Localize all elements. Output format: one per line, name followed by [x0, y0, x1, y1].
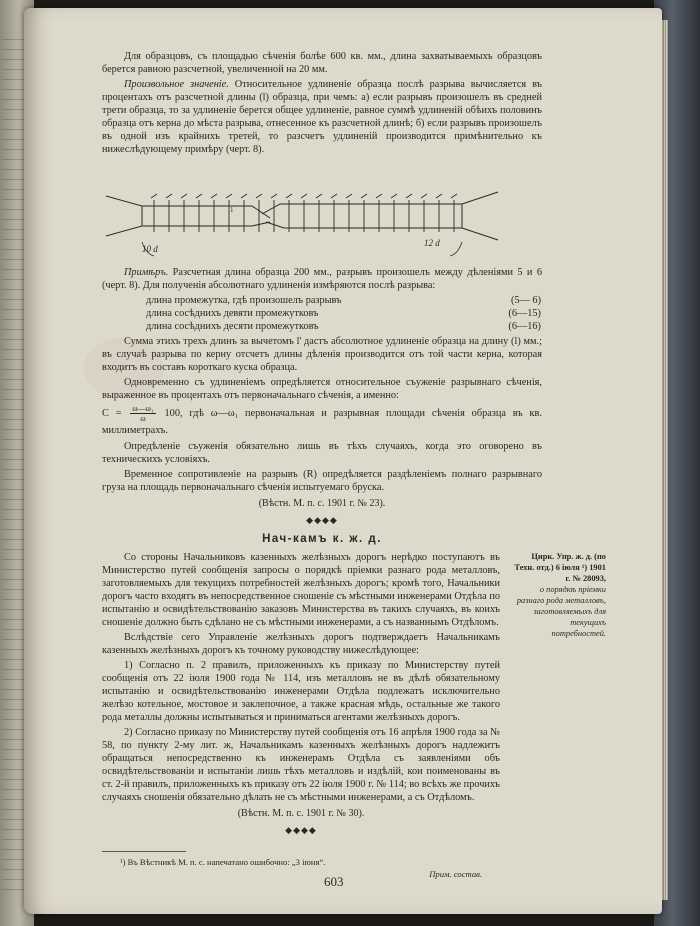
list-item-value: (6—16): [508, 321, 541, 332]
tick-mark: [331, 194, 337, 198]
tick-mark: [391, 194, 397, 198]
example-text: Разсчетная длина образца 200 мм., разрывъ произошелъ между дѣленіями 5 и 6 (черт. 8). Для полученія абсолютнаго удлиненія измѣряются послѣ разрыва:: [102, 267, 542, 291]
formula-denominator: ω: [140, 414, 146, 423]
ornament-divider-1: ◆◆◆◆: [306, 515, 338, 525]
section-2-main: [102, 551, 500, 835]
list-item: [146, 320, 541, 333]
tick-mark: [436, 194, 442, 198]
section-2: [102, 551, 606, 835]
tick-mark: [421, 194, 427, 198]
tick-mark: [301, 194, 307, 198]
formula-numerator: ω—ω₁: [132, 404, 154, 413]
footnote-signature: Прим. состав.: [429, 869, 482, 879]
example-lead: Примѣръ.: [124, 267, 169, 278]
formula-prefix: C =: [102, 407, 122, 419]
list-item: [146, 294, 541, 307]
tick-mark: [151, 194, 157, 198]
figure-tick-label: 1: [230, 206, 234, 214]
source-citation-1: (Вѣстн. М. п. с. 1901 г. № 23).: [258, 498, 386, 509]
tick-mark: [316, 194, 322, 198]
measurement-list: [146, 294, 542, 333]
formula-rest: 100, гдѣ ω—ω₁ первоначальная и разрывная площади сѣченія образца въ кв. миллиметрахъ.: [102, 407, 542, 436]
tick-mark: [451, 194, 457, 198]
tick-mark: [181, 194, 187, 198]
paragraph-5: Опредѣленіе съуженія обязательно лишь въ тѣхъ случаяхъ, когда это оговорено въ техническихъ условіяхъ.: [102, 441, 542, 465]
paragraph-6: Временное сопротивленіе на разрывъ (R) опредѣляется раздѣленіемъ полнаго разрывнаго груза на площадь первоначальнаго сѣченія испытуемаго бруска.: [102, 469, 542, 493]
tick-mark: [211, 194, 217, 198]
figure-label-right: 12 d: [424, 238, 440, 248]
specimen-drawing: [102, 162, 542, 260]
figure-label-left: 10 d: [142, 244, 158, 254]
section-heading: Нач-камъ к. ж. д.: [262, 533, 382, 545]
tick-mark: [406, 194, 412, 198]
list-item-label: длина сосѣднихъ десяти промежутковъ: [146, 321, 319, 332]
paragraph-4: Одновременно съ удлиненіемъ опредѣляется относительное съуженіе разрывнаго сѣченія, выраженное въ процентахъ отъ первоначальнаго сѣченія, а именно:: [102, 377, 542, 401]
page-number: 603: [324, 874, 344, 889]
footnote-rule: [102, 851, 186, 852]
paragraph-2-text: Относительное удлиненіе образца послѣ разрыва вычисляется въ процентахъ отъ разсчетной длины (l) образца, при чемъ: а) если разрывъ произошелъ въ средней трети образца, то за удлиненіе берется общее удлиненіе, равное суммѣ удлиненій обѣихъ половинъ образца отъ керна до мѣста разрыва, отнесенное къ разсчетной длинѣ; б) если разрывъ произошелъ въ одной изъ крайнихъ третей, то разсчетъ удлиненій производится примѣнительно къ нижеслѣдующему примѣру (черт. 8).: [102, 79, 543, 155]
paragraph-3: Сумма этихъ трехъ длинъ за вычетомъ l' дастъ абсолютное удлиненіе образца на длину (l) мм.; въ случаѣ разрыва по керну отсчетъ длины дѣленія производится отъ той части керна, которая входитъ въ составъ короткаго куска образца.: [102, 336, 542, 373]
tick-mark: [376, 194, 382, 198]
footnote: ¹) Въ Вѣстникѣ М. п. с. напечатано ошибочно: „3 іюня“.: [120, 857, 326, 867]
formula-fraction: [130, 404, 155, 423]
source-citation-2: (Вѣстн. М. п. с. 1901 г. № 30).: [237, 808, 365, 819]
tick-mark: [346, 194, 352, 198]
list-item-label: длина сосѣднихъ девяти промежутковъ: [146, 308, 319, 319]
paragraph-2: [102, 78, 542, 156]
tick-mark: [226, 194, 232, 198]
page-content: [102, 50, 606, 880]
tick-mark: [256, 194, 262, 198]
list-item-value: (5— 6): [510, 295, 541, 306]
section2-paragraph-4: 2) Согласно приказу по Министерству путей сообщенія отъ 16 апрѣля 1900 года за № 58, по пункту 2-му лит. ж, Начальникамъ казенныхъ желѣзныхъ дорогъ надлежитъ обращаться непосредственно къ инженерамъ Отдѣла съ заявленіями объ освидѣтельствованіи и испытаніи лишь тѣхъ металловъ и издѣлій, кои поименованы въ ст. 2-й правилъ, приложенныхъ къ приказу отъ 22 іюля 1900 г. № 114; во всѣхъ же прочихъ случаяхъ сношенія обязательно дѣлать не съ мѣстными инженерами, а съ Отдѣломъ.: [102, 727, 500, 803]
tick-mark: [271, 194, 277, 198]
list-item-label: длина промежутка, гдѣ произошелъ разрывъ: [146, 295, 342, 306]
section2-paragraph-3: 1) Согласно п. 2 правилъ, приложенныхъ къ приказу по Министерству путей сообщенія отъ 22 іюля 1900 года № 114, изъ металловъ не въ дѣлѣ обязательному испытанію и освидѣтельствованію инженерами Отдѣла подлежатъ исключительно желѣзо котельное, мостовое и заклепочное, а также красная мѣдь, остальные же такого рода металлы должны испытываться и приниматься агентами желѣзныхъ дорогъ.: [102, 660, 500, 723]
ornament-divider-2: ◆◆◆◆: [285, 825, 317, 835]
margin-note-reference: Цирк. Упр. ж. д. (по Техн. отд.) 6 іюля ¹) 1901 г. № 28093,: [514, 552, 606, 583]
margin-note: [514, 551, 606, 639]
section2-paragraph-2: Вслѣдствіе сего Управленіе желѣзныхъ дорогъ подтверждаетъ Начальникамъ казенныхъ желѣзныхъ дорогъ къ точному руководству нижеслѣдующее:: [102, 632, 500, 656]
tick-mark: [361, 194, 367, 198]
contraction-formula: [102, 404, 542, 438]
tick-mark: [166, 194, 172, 198]
margin-note-subject: о порядкѣ пріемки разнаго рода металловъ, заготовляемыхъ для текущихъ потребностей.: [516, 585, 606, 638]
paragraph-1: Для образцовъ, съ площадью сѣченія болѣе 600 кв. мм., длина захватываемыхъ образцовъ берется равною разсчетной, увеличенной на 20 мм.: [102, 51, 542, 75]
example-paragraph: [102, 266, 542, 292]
list-item: [146, 307, 541, 320]
tick-mark: [196, 194, 202, 198]
tick-mark: [286, 194, 292, 198]
paragraph-2-lead: Произвольное значеніе.: [124, 79, 229, 90]
page: [24, 8, 662, 914]
list-item-value: (6—15): [508, 308, 541, 319]
tick-mark: [241, 194, 247, 198]
section2-paragraph-1: Со стороны Начальниковъ казенныхъ желѣзныхъ дорогъ нерѣдко поступаютъ въ Министерство путей сообщенія запросы о порядкѣ пріемки разнаго рода металловъ, заготовляемыхъ для текущихъ потребностей желѣзныхъ дорогъ; кромѣ того, Начальники дорогъ часто входятъ въ непосредственное сношеніе съ мѣстными инженерами Отдѣла по испытанію и освидѣтельствованію заказовъ Министерства въ такихъ случаяхъ, въ коихъ сношеніе должно быть сдѣлано не съ мѣстными инженерами, а съ названнымъ Отдѣломъ.: [102, 552, 500, 628]
